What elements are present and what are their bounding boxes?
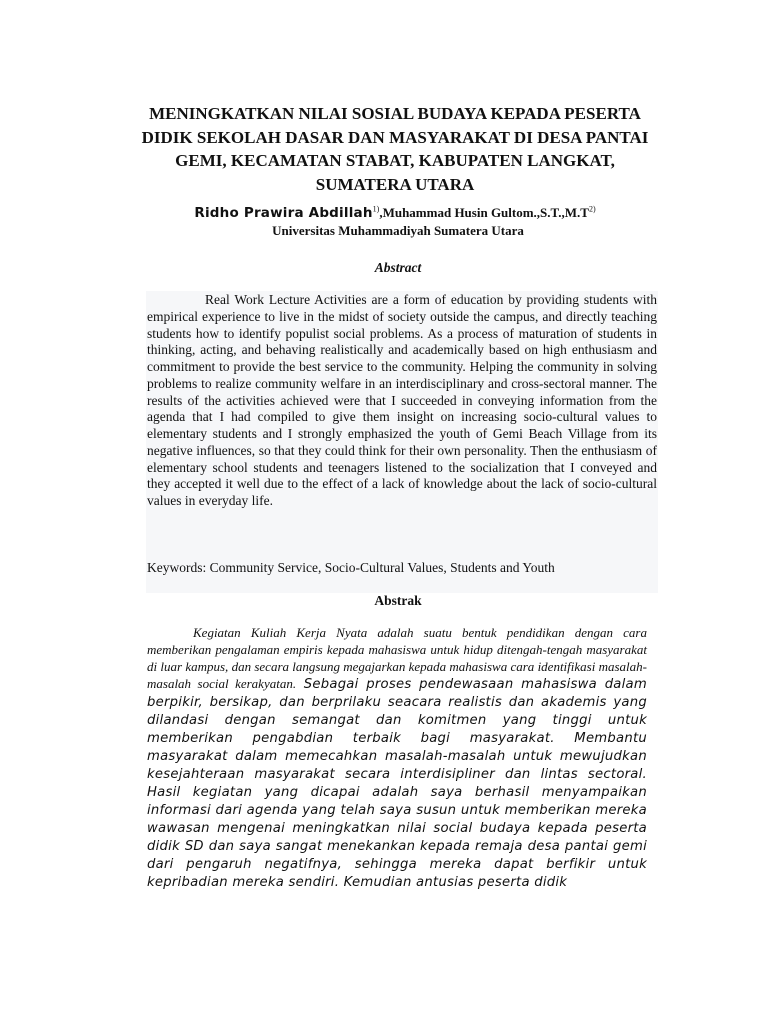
affiliation: Universitas Muhammadiyah Sumatera Utara [272, 223, 524, 238]
author-line [100, 204, 690, 222]
author-1-mark: 1) [372, 204, 380, 214]
abstrak-text [147, 624, 647, 891]
abstrak-heading: Abstrak [374, 593, 422, 608]
author-2-mark: 2) [588, 204, 596, 214]
author-2-name: ,Muhammad Husin Gultom.,S.T.,M.T [379, 205, 589, 220]
abstract-text: Real Work Lecture Activities are a form of education by providing students with empirical experience to live in the midst of society outside the campus, and directly teaching students how to identify populist social problems. As a process of maturation of students in thinking, acting, and behaving realistically and academically based on high enthusiasm and commitment to provide the best service to the community. Helping the community in solving problems to realize community welfare in an interdisciplinary and cross-sectoral manner. The results of the activities achieved were that I succeeded in conveying information from the agenda that I had compiled to give them insight on increasing socio-cultural values to elementary students and I strongly emphasized the youth of Gemi Beach Village from its negative influences, so that they could think for their own personality. Then the enthusiasm of elementary school students and teenagers listened to the socialization that I conveyed and they accepted it well due to the effect of a lack of knowledge about the lack of socio-cultural values in everyday life. [147, 292, 657, 508]
abstrak-text-part2: Sebagai proses pendewasaan mahasiswa dalam berpikir, bersikap, dan berprilaku seacara realistis dan akademis yang dilandasi dengan semangat dan komitmen yang tinggi untuk memberikan pengabdian terbaik bagi masyarakat. Membantu masyarakat dalam memecahkan masalah-masalah untuk mewujudkan kesejahteraan masyarakat secara interdisipliner dan lintas sectoral. Hasil kegiatan yang dicapai adalah saya berhasil menyampaikan informasi dari agenda yang telah saya susun untuk memberikan mereka wawasan mengenai meningkatkan nilai social budaya kepada peserta didik SD dan saya sangat menekankan kepada remaja desa pantai gemi dari pengaruh negatifnya, sehingga mereka dapat berfikir untuk kepribadian mereka sendiri. Kemudian antusias peserta didik [147, 677, 647, 890]
abstract-heading: Abstract [374, 260, 422, 275]
keywords: Keywords: Community Service, Socio-Cultural Values, Students and Youth [147, 560, 555, 575]
paper-title: MENINGKATKAN NILAI SOSIAL BUDAYA KEPADA PESERTA DIDIK SEKOLAH DASAR DAN MASYARAKAT DI DESA PANTAI GEMI, KECAMATAN STABAT, KABUPATEN LANGKAT, SUMATERA UTARA [141, 104, 649, 194]
author-1-name: Ridho Prawira Abdillah [194, 205, 373, 221]
abstrak-text-part1: Kegiatan Kuliah Kerja Nyata adalah suatu bentuk pendidikan dengan cara memberikan pengalaman empiris kepada mahasiswa untuk hidup ditengah-tengah masyarakat di luar kampus, dan secara langsung megajarkan kepada mahasiswa cara identifikasi masalah-masalah social kerakyatan. [147, 625, 647, 691]
